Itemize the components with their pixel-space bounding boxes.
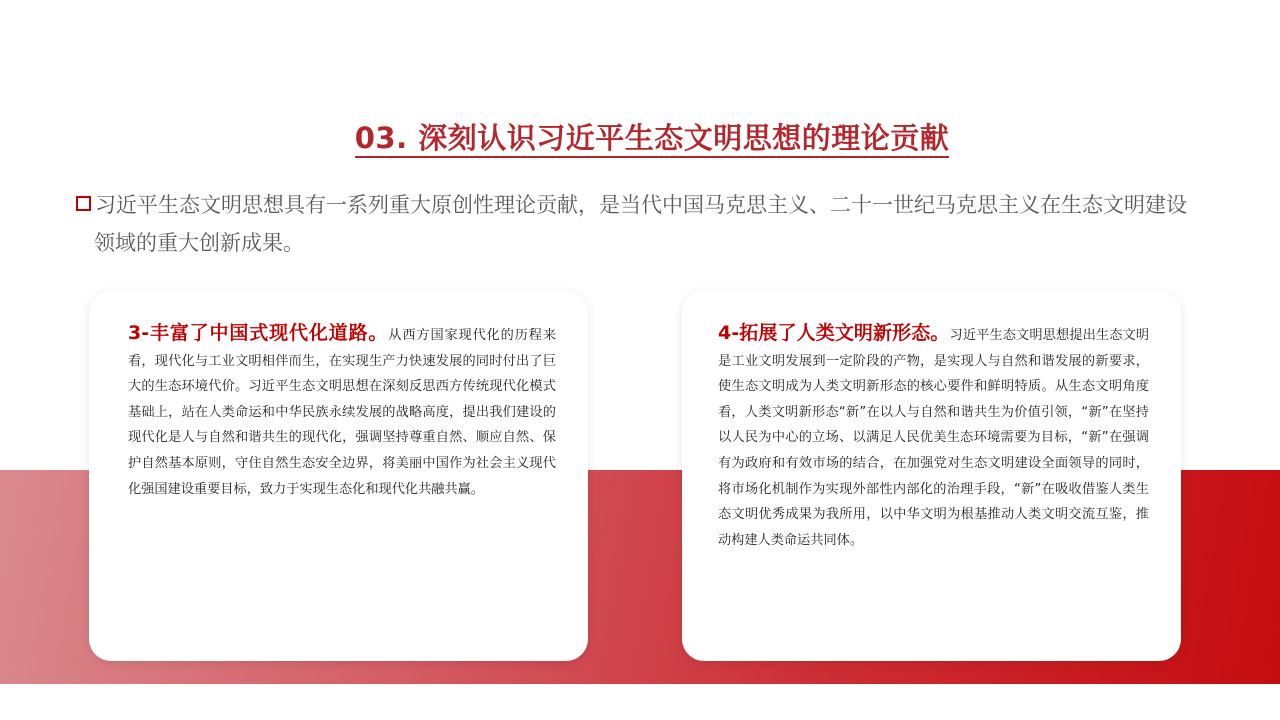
card-civilization — [682, 291, 1181, 661]
card-modernization — [89, 291, 588, 661]
intro-line-1 — [76, 186, 1226, 224]
intro-line-1-text: 习近平生态文明思想具有一系列重大原创性理论贡献，是当代中国马克思主义、二十一世纪马克思主义在生态文明建设 — [95, 193, 1187, 217]
square-bullet-icon — [76, 196, 91, 211]
page-title — [0, 116, 1280, 157]
card-heading: 3-丰富了中国式现代化道路。 — [128, 322, 389, 344]
intro-paragraph — [76, 186, 1226, 262]
card-body — [128, 321, 556, 502]
intro-line-2: 领域的重大创新成果。 — [94, 231, 304, 255]
card-heading: 4-拓展了人类文明新形态。 — [718, 322, 950, 344]
page-title-text: 03. 深刻认识习近平生态文明思想的理论贡献 — [355, 121, 949, 158]
card-text: 从西方国家现代化的历程来看，现代化与工业文明相伴而生，在实现生产力快速发展的同时付出了巨大的生态环境代价。习近平生态文明思想在深刻反思西方传统现代化模式基础上，站在人类命运和中华民族永续发展的战略高度，提出我们建设的现代化是人与自然和谐共生的现代化，强调坚持尊重自然、顺应自然、保护自然基本原则，守住自然生态安全边界，将美丽中国作为社会主义现代化强国建设重要目标，致力于实现生态化和现代化共融共赢。 — [128, 328, 557, 497]
card-text: 习近平生态文明思想提出生态文明是工业文明发展到一定阶段的产物，是实现人与自然和谐发展的新要求，使生态文明成为人类文明新形态的核心要件和鲜明特质。从生态文明角度看，人类文明新形态“新”在以人与自然和谐共生为价值引领，“新”在坚持以人民为中心的立场、以满足人民优美生态环境需要为目标，“新”在强调有为政府和有效市场的结合，在加强党对生态文明建设全面领导的同时，将市场化机制作为实现外部性内部化的治理手段，“新”在吸收借鉴人类生态文明优秀成果为我所用，以中华文明为根基推动人类文明交流互鉴，推动构建人类命运共同体。 — [718, 328, 1149, 548]
card-body — [718, 321, 1149, 553]
